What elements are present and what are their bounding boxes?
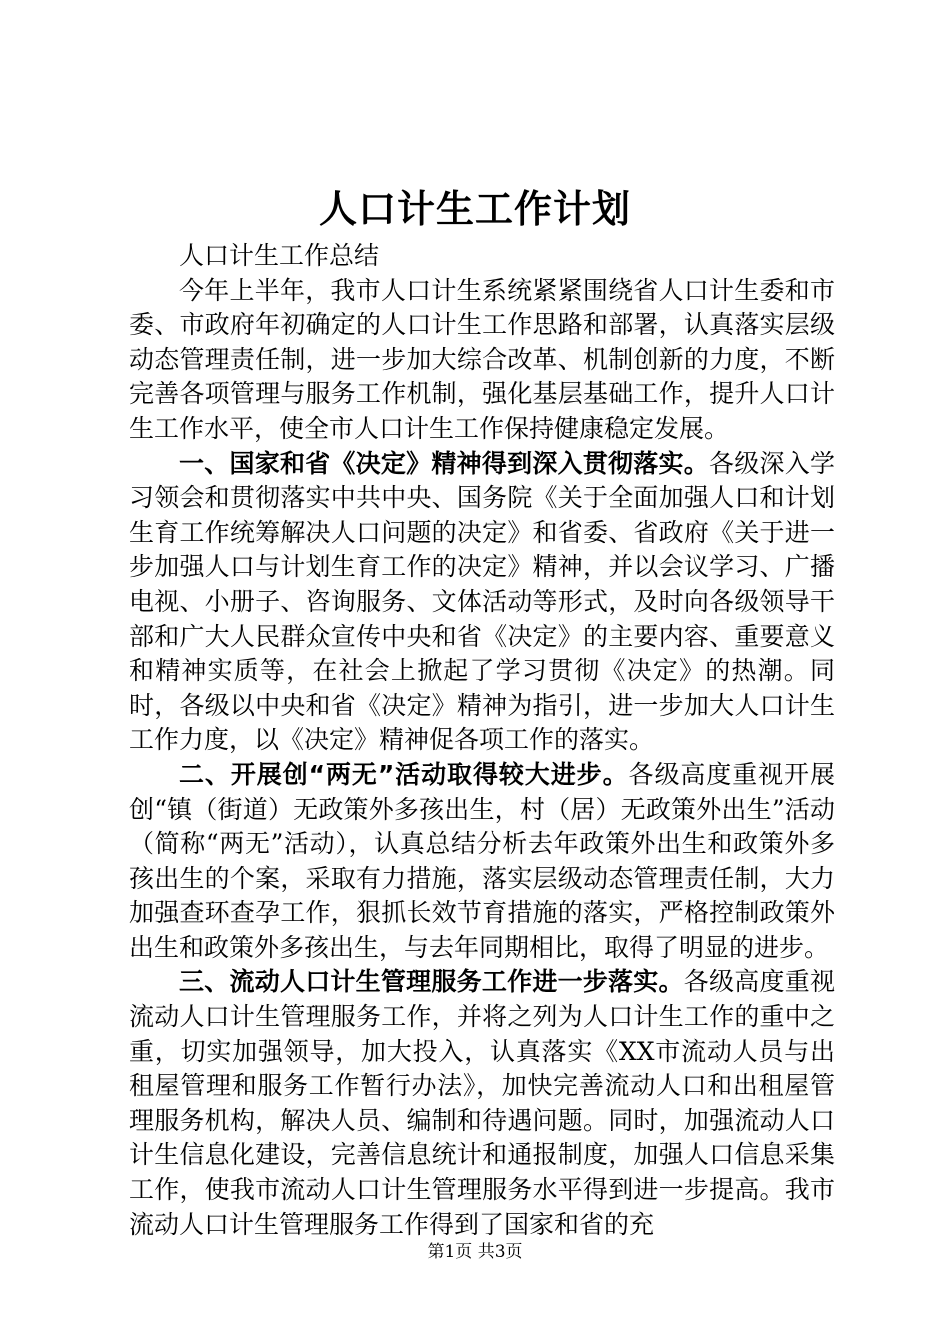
document-title: 人口计生工作计划 xyxy=(318,187,631,231)
section-text-1: 各级深入学习领会和贯彻落实中共中央、国务院《关于全面加强人口和计划生育工作统筹解决人口问题的决定》和省委、省政府《关于进一步加强人口与计划生育工作的决定》精神，并以会议学习、广播电视、小册子、咨询服务、文体活动等形式，及时向各级领导干部和广大人民群众宣传中央和省《决定》的主要内容、重要意义和精神实质等，在社会上掀起了学习贯彻《决定》的热潮。同时，各级以中央和省《决定》精神为指引，进一步加大人口计生工作力度，以《决定》精神促各项工作的落实。 xyxy=(129,448,835,755)
section-paragraph-3 xyxy=(129,965,835,1242)
section-paragraph-1 xyxy=(129,447,835,758)
section-heading-2: 二、开展创“两无”活动取得较大进步。 xyxy=(179,759,629,789)
document-body xyxy=(129,239,835,1242)
section-paragraph-2 xyxy=(129,758,835,966)
document-subtitle: 人口计生工作总结 xyxy=(179,241,380,270)
intro-paragraph: 今年上半年，我市人口计生系统紧紧围绕省人口计生委和市委、市政府年初确定的人口计生工作思路和部署，认真落实层级动态管理责任制，进一步加大综合改革、机制创新的力度，不断完善各项管理与服务工作机制，强化基层基础工作，提升人口计生工作水平，使全市人口计生工作保持健康稳定发展。 xyxy=(129,275,835,443)
page-number-footer: 第1页 共3页 xyxy=(427,1242,523,1262)
section-text-2: 各级高度重视开展创“镇（街道）无政策外多孩出生，村（居）无政策外出生”活动（简称“两无”活动），认真总结分析去年政策外出生和政策外多孩出生的个案，采取有力措施，落实层级动态管理责任制，大力加强查环查孕工作，狠抓长效节育措施的落实，严格控制政策外出生和政策外多孩出生，与去年同期相比，取得了明显的进步。 xyxy=(129,759,835,962)
section-text-3: 各级高度重视流动人口计生管理服务工作，并将之列为人口计生工作的重中之重，切实加强领导，加大投入，认真落实《XX市流动人员与出租屋管理和服务工作暂行办法》，加快完善流动人口和出租屋管理服务机构，解决人员、编制和待遇问题。同时，加强流动人口计生信息化建设，完善信息统计和通报制度，加强人口信息采集工作，使我市流动人口计生管理服务水平得到进一步提高。我市流动人口计生管理服务工作得到了国家和省的充 xyxy=(129,967,835,1239)
section-heading-3: 三、流动人口计生管理服务工作进一步落实。 xyxy=(179,967,684,997)
section-heading-1: 一、国家和省《决定》精神得到深入贯彻落实。 xyxy=(179,448,710,478)
